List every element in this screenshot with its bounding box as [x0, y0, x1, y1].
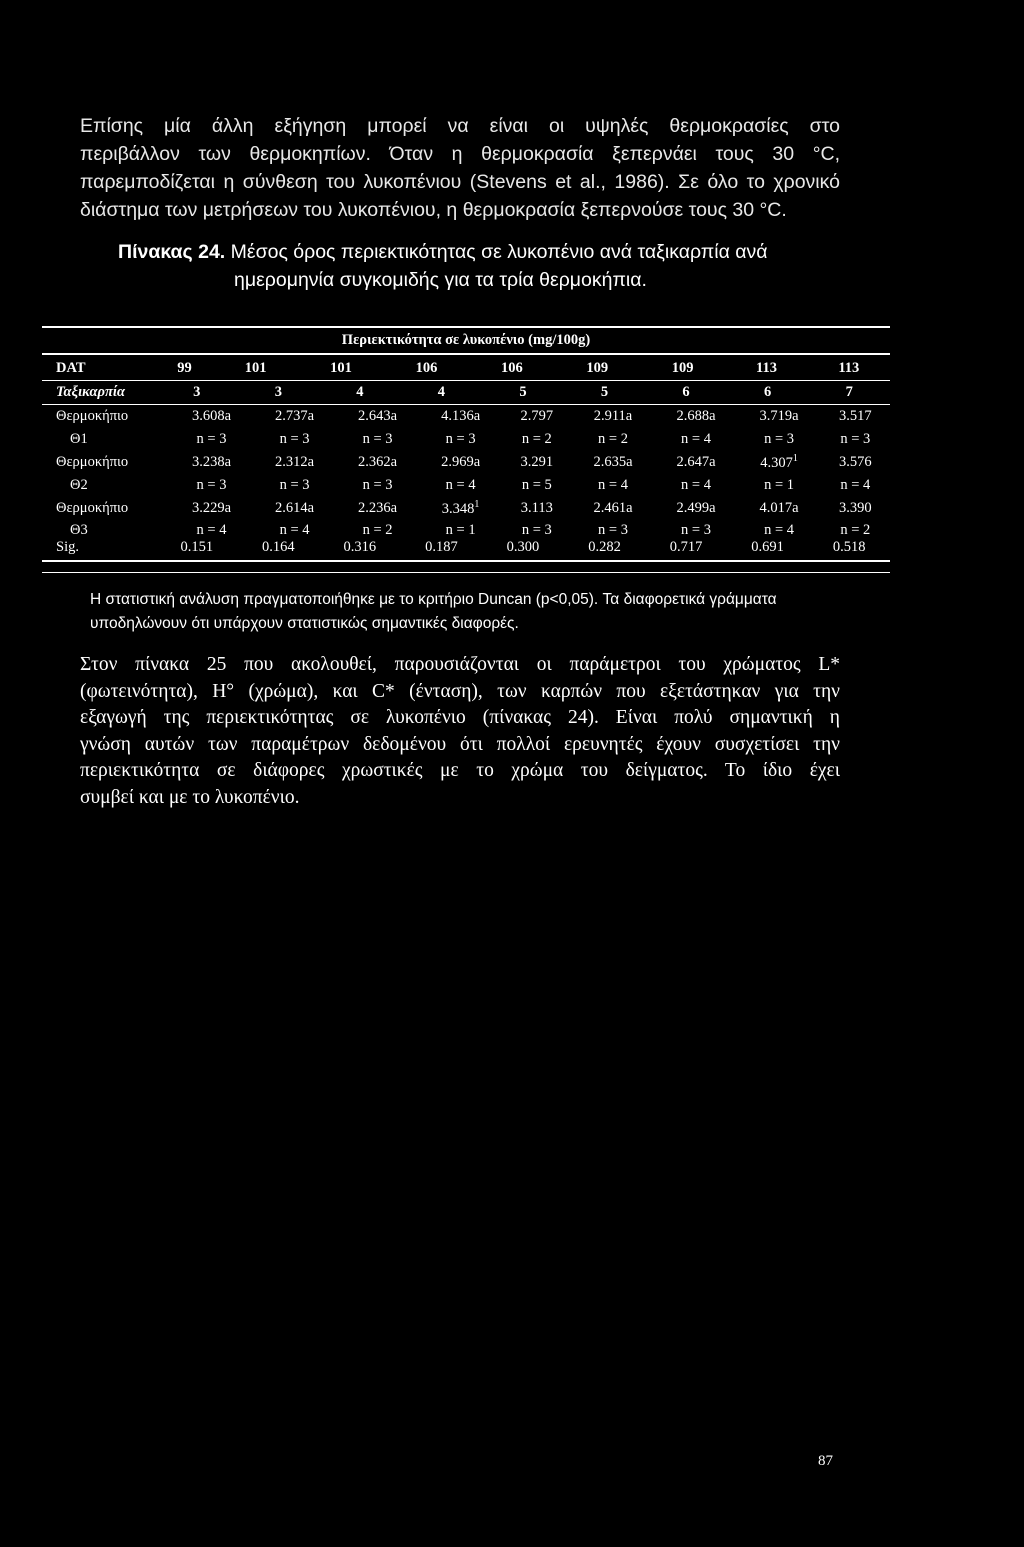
taxikarpia-row — [42, 381, 890, 403]
table-bottom-rule — [42, 560, 890, 562]
greenhouse-label-top: Θερμοκήπιο — [56, 453, 129, 470]
mean-value: 3.608a — [191, 407, 232, 424]
sig-cell: 0.717 — [669, 538, 703, 555]
color-paragraph — [80, 652, 840, 811]
taxikarpia-cell: 4 — [437, 383, 446, 400]
dat-label: DAT — [56, 359, 86, 376]
sig-top-rule — [42, 572, 890, 573]
mean-value: 3.719a — [759, 407, 799, 424]
caption-text-line1: Μέσος όρος περιεκτικότητας σε λυκοπένιο ανά ταξικαρπία ανά — [230, 241, 768, 263]
mean-value: 2.643a — [358, 407, 398, 424]
n-cell: n = 4 — [279, 521, 310, 538]
mean-value: 3.113 — [520, 499, 553, 516]
mean-value: 2.614a — [275, 499, 315, 516]
color-line: γνώση αυτών των παραμέτρων δεδομένου ότι πολλοί ερευνητές έχουν συσχετίσει την — [80, 733, 840, 755]
n-cell: n = 4 — [196, 521, 227, 538]
title-rule — [42, 353, 890, 355]
n-cell: n = 3 — [279, 476, 310, 493]
dat-cell: 101 — [244, 359, 267, 376]
sig-cell: 0.691 — [751, 538, 784, 555]
dat-cell: 113 — [838, 359, 860, 376]
n-cell: n = 1 — [764, 476, 795, 493]
mean-cell — [253, 497, 336, 519]
sig-cell: 0.282 — [588, 538, 621, 555]
n-cell: n = 3 — [521, 521, 552, 538]
n-cell: n = 3 — [362, 430, 393, 447]
mean-value: 3.348 — [441, 500, 475, 517]
sig-cell: 0.316 — [343, 538, 377, 555]
intro-line: περιβάλλον των θερμοκηπίων. Όταν η θερμοκρασία ξεπερνάει τους 30 °C, — [80, 143, 840, 165]
intro-line: διάστημα των μετρήσεων του λυκοπένιου, η θερμοκρασία ξεπερνούσε τους 30 °C. — [80, 199, 787, 221]
mean-value: 4.136a — [441, 407, 481, 424]
mean-cell — [419, 451, 502, 473]
mean-cell — [253, 451, 336, 473]
table-header — [42, 357, 890, 379]
n-cell: n = 4 — [764, 521, 795, 538]
taxikarpia-cell: 6 — [682, 383, 690, 400]
taxikarpia-cell: 6 — [763, 383, 772, 400]
greenhouse-label-top: Θερμοκήπιο — [56, 407, 129, 424]
taxikarpia-cell: 3 — [193, 383, 201, 400]
n-cell: n = 4 — [681, 476, 711, 493]
mean-value: 4.307 — [760, 454, 793, 471]
dat-cell: 109 — [586, 359, 609, 376]
sig-row — [42, 535, 890, 559]
n-cell: n = 4 — [445, 476, 476, 493]
n-cell: n = 4 — [681, 430, 711, 447]
intro-paragraph — [80, 112, 840, 224]
mean-cell — [821, 405, 890, 427]
table-title: Περιεκτικότητα σε λυκοπένιο (mg/100g) — [341, 332, 591, 348]
n-cell: n = 5 — [521, 476, 552, 493]
mean-cell — [336, 451, 419, 473]
table-taxikarpia — [42, 381, 890, 403]
table-note — [90, 588, 850, 636]
mean-value: 2.461a — [593, 499, 633, 516]
taxikarpia-cell: 3 — [274, 383, 282, 400]
mean-cell — [738, 451, 821, 473]
caption-text-line2: ημερομηνία συγκομιδής για τα τρία θερμοκήπια. — [234, 269, 647, 291]
mean-value: 2.737a — [275, 407, 315, 424]
color-line: συμβεί και με το λυκοπένιο. — [80, 786, 300, 808]
greenhouse-n-row — [42, 473, 890, 497]
mean-cell — [170, 405, 253, 427]
n-cell: n = 3 — [840, 430, 871, 447]
taxikarpia-cell: 7 — [845, 383, 853, 400]
n-cell: n = 3 — [196, 476, 227, 493]
mean-value: 2.362a — [358, 453, 398, 470]
n-cell: n = 2 — [840, 521, 871, 538]
mean-cell — [738, 405, 821, 427]
table-top-rule — [42, 326, 890, 328]
table-caption — [118, 238, 818, 294]
taxikarpia-cell: 5 — [519, 383, 527, 400]
mean-cell — [821, 497, 890, 519]
mean-value: 2.499a — [676, 499, 716, 516]
mean-cell — [336, 497, 419, 519]
greenhouse-label-bottom: Θ1 — [70, 430, 88, 447]
mean-value: 4.017a — [759, 499, 799, 516]
n-cell: n = 2 — [521, 430, 552, 447]
sig-cell: 0.187 — [425, 538, 458, 555]
n-cell: n = 4 — [840, 476, 871, 493]
n-cell: n = 3 — [681, 521, 711, 538]
mean-value: 2.647a — [676, 453, 716, 470]
greenhouse-label-bottom: Θ2 — [70, 476, 88, 493]
mean-value: 2.635a — [593, 453, 633, 470]
mean-cell — [571, 497, 654, 519]
greenhouse-mean-row — [42, 451, 890, 473]
mean-cell — [502, 451, 571, 473]
n-cell: n = 2 — [598, 430, 628, 447]
mean-value: 3.238a — [191, 453, 232, 470]
n-cell: n = 3 — [196, 430, 227, 447]
sig-cell: 0.164 — [262, 538, 295, 555]
greenhouse-mean-row — [42, 497, 890, 519]
sig-cell: 0.151 — [180, 538, 214, 555]
mean-cell — [655, 451, 738, 473]
greenhouse-label-top: Θερμοκήπιο — [56, 499, 129, 516]
mean-cell — [419, 497, 502, 519]
note-line1: Η στατιστική ανάλυση πραγματοποιήθηκε με το κριτήριο Duncan (p<0,05). Τα διαφορετικά γράμματα — [90, 591, 777, 608]
mean-value: 3.576 — [838, 453, 872, 470]
n-cell: n = 2 — [362, 521, 393, 538]
dat-cell: 106 — [500, 359, 523, 376]
color-line: (φωτεινότητα), H° (χρώμα), και C* (ένταση), των καρπών που εξετάστηκαν για την — [80, 680, 840, 702]
taxikarpia-cell: 4 — [356, 383, 364, 400]
mean-value: 2.312a — [275, 453, 315, 470]
mean-value: 2.911a — [593, 407, 633, 424]
mean-cell — [655, 405, 738, 427]
mean-value: 3.229a — [191, 499, 232, 516]
color-line: περιεκτικότητα σε διάφορες χρωστικές με το χρώμα του δείγματος. Το ίδιο έχει — [80, 760, 840, 781]
mean-cell — [571, 405, 654, 427]
mean-cell — [253, 405, 336, 427]
taxikarpia-cell: 5 — [600, 383, 609, 400]
n-cell: n = 3 — [598, 521, 628, 538]
n-cell: n = 1 — [445, 521, 476, 538]
dat-cell: 106 — [415, 359, 438, 376]
dat-cell: 101 — [330, 359, 352, 376]
mean-cell — [502, 405, 571, 427]
n-cell: n = 3 — [445, 430, 476, 447]
table-sig — [42, 535, 890, 559]
mean-cell — [170, 451, 253, 473]
mean-cell — [571, 451, 654, 473]
caption-label: Πίνακας 24. — [118, 241, 226, 263]
superscript-note: 1 — [474, 498, 480, 510]
intro-line: Επίσης μία άλλη εξήγηση μπορεί να είναι οι υψηλές θερμοκρασίες στο — [80, 115, 840, 137]
sig-label: Sig. — [56, 538, 79, 555]
mean-cell — [502, 497, 571, 519]
mean-value: 3.517 — [838, 407, 872, 424]
greenhouse-mean-row — [42, 405, 890, 427]
n-cell: n = 3 — [362, 476, 393, 493]
mean-cell — [419, 405, 502, 427]
greenhouse-n-row — [42, 427, 890, 451]
mean-cell — [821, 451, 890, 473]
mean-value: 2.688a — [676, 407, 716, 424]
mean-value: 3.390 — [838, 499, 872, 516]
dat-cell: 109 — [671, 359, 694, 376]
dat-cell: 113 — [756, 359, 777, 376]
color-line: εξαγωγή της περιεκτικότητας σε λυκοπένιο (πίνακας 24). Είναι πολύ σημαντική η — [80, 707, 840, 728]
n-cell: n = 3 — [764, 430, 795, 447]
note-line2: υποδηλώνουν ότι υπάρχουν στατιστικώς σημαντικές διαφορές. — [90, 615, 519, 632]
mean-cell — [655, 497, 738, 519]
mean-value: 3.291 — [520, 453, 554, 470]
mean-cell — [336, 405, 419, 427]
n-cell: n = 4 — [598, 476, 628, 493]
superscript-note: 1 — [792, 452, 798, 464]
intro-line: παρεμποδίζεται η σύνθεση του λυκοπένιου (Stevens et al., 1986). Σε όλο το χρονικό — [80, 171, 840, 193]
mean-value: 2.797 — [520, 407, 554, 424]
n-cell: n = 3 — [279, 430, 310, 447]
page-number: 87 — [818, 1453, 833, 1469]
greenhouse-rows — [42, 405, 890, 541]
mean-value: 2.969a — [441, 453, 481, 470]
mean-cell — [170, 497, 253, 519]
mean-cell — [738, 497, 821, 519]
sig-cell: 0.518 — [832, 538, 866, 555]
color-line: Στον πίνακα 25 που ακολουθεί, παρουσιάζονται οι παράμετροι του χρώματος L* — [80, 654, 840, 675]
greenhouse-label-bottom: Θ3 — [70, 521, 88, 538]
dat-row — [42, 357, 890, 379]
sig-cell: 0.300 — [506, 538, 540, 555]
dat-cell: 99 — [177, 359, 192, 376]
taxikarpia-label: Ταξικαρπία — [56, 383, 125, 400]
mean-value: 2.236a — [358, 499, 398, 516]
